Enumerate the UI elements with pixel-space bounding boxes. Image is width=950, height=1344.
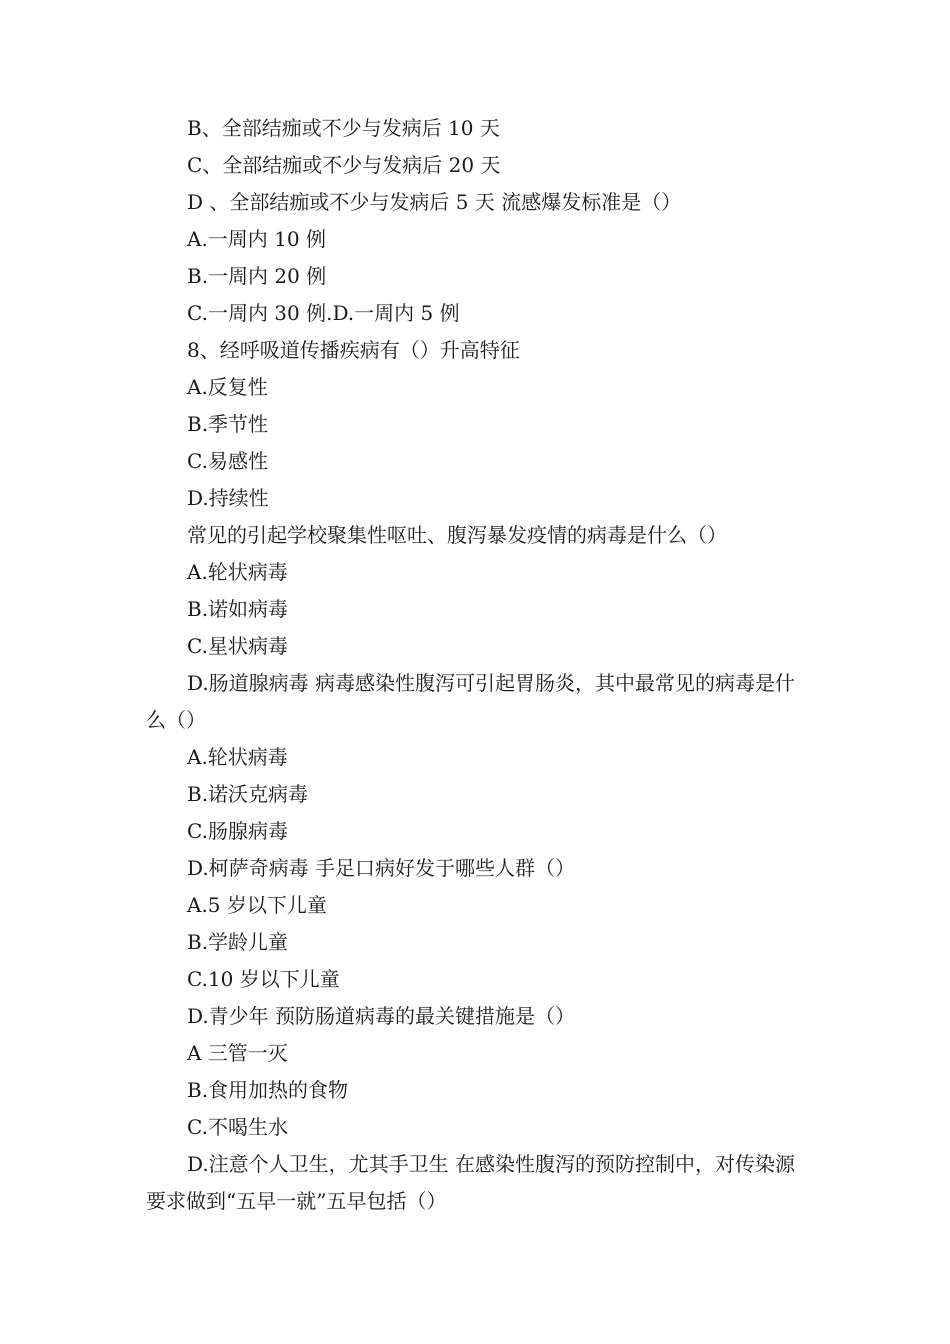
text-line: D.青少年 预防肠道病毒的最关键措施是（） bbox=[187, 1004, 576, 1028]
text-line: 8、经呼吸道传播疾病有（）升高特征 bbox=[187, 338, 520, 362]
text-paragraph: D.注意个人卫生，尤其手卫生 在感染性腹泻的预防控制中，对传染源要求做到“五早一就”五早包括（） bbox=[146, 1152, 796, 1213]
text-line: B.一周内 20 例 bbox=[187, 264, 327, 288]
text-line: B.诺如病毒 bbox=[187, 597, 289, 621]
text-line: A.轮状病毒 bbox=[187, 745, 288, 769]
text-line: C.不喝生水 bbox=[187, 1115, 288, 1139]
text-line: A.反复性 bbox=[187, 375, 268, 399]
text-line: B.诺沃克病毒 bbox=[187, 782, 309, 806]
text-line: A.一周内 10 例 bbox=[187, 227, 326, 251]
text-line: B.学龄儿童 bbox=[187, 930, 289, 954]
text-line: A.5 岁以下儿童 bbox=[187, 893, 327, 917]
text-line: B.食用加热的食物 bbox=[187, 1078, 349, 1102]
text-line: C.肠腺病毒 bbox=[187, 819, 288, 843]
text-line: D.持续性 bbox=[187, 486, 269, 510]
document-body bbox=[146, 110, 810, 1220]
text-line: C.易感性 bbox=[187, 449, 268, 473]
text-line: B.季节性 bbox=[187, 412, 269, 436]
text-line: C.星状病毒 bbox=[187, 634, 288, 658]
text-line: D 、全部结痂或不少与发病后 5 天 流感爆发标准是（） bbox=[187, 190, 682, 214]
text-line: C.一周内 30 例.D.一周内 5 例 bbox=[187, 301, 460, 325]
text-line: D.柯萨奇病毒 手足口病好发于哪些人群（） bbox=[187, 856, 576, 880]
text-line: 常见的引起学校聚集性呕吐、腹泻暴发疫情的病毒是什么（） bbox=[187, 523, 727, 547]
text-line: C.10 岁以下儿童 bbox=[187, 967, 340, 991]
text-line: C、全部结痂或不少与发病后 20 天 bbox=[187, 153, 501, 177]
text-line: A 三管一灭 bbox=[187, 1041, 288, 1065]
text-paragraph: D.肠道腺病毒 病毒感染性腹泻可引起胃肠炎，其中最常见的病毒是什么（） bbox=[146, 671, 796, 732]
text-line: B、全部结痂或不少与发病后 10 天 bbox=[187, 116, 500, 140]
text-line: A.轮状病毒 bbox=[187, 560, 288, 584]
